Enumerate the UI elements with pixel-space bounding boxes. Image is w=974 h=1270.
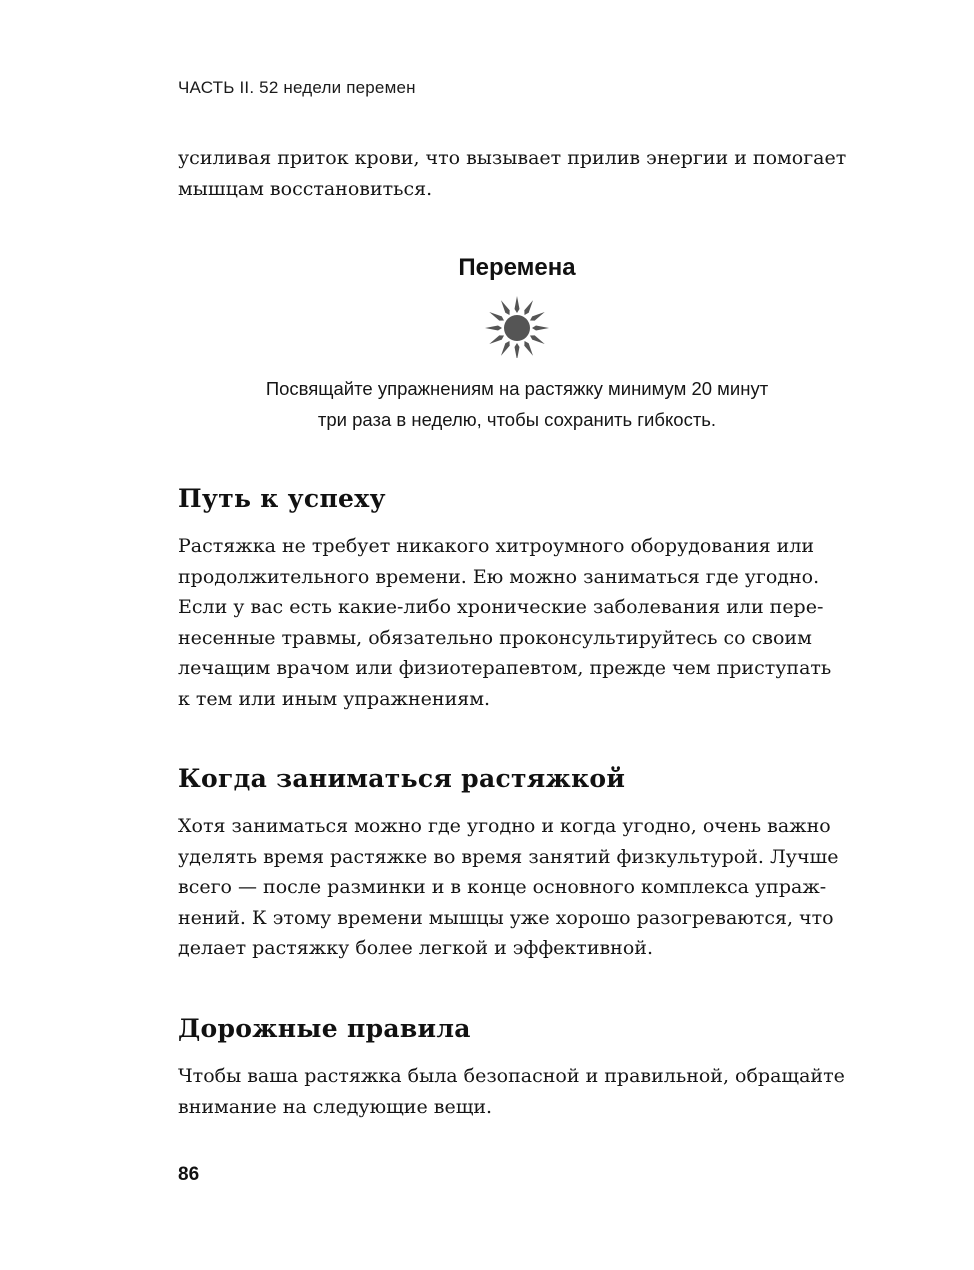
intro-line: усиливая приток крови, что вызывает прилив энергии и помогает: [178, 147, 847, 169]
intro-line: мышцам восстановиться.: [178, 177, 433, 200]
intro-paragraph: [178, 143, 868, 204]
paragraph-line: всего — после разминки и в конце основного комплекса упраж-: [178, 876, 827, 898]
paragraph-line: внимание на следующие вещи.: [178, 1095, 493, 1118]
change-line: три раза в неделю, чтобы сохранить гибкость.: [317, 409, 717, 430]
paragraph-line: нений. К этому времени мышцы уже хорошо разогреваются, что: [178, 906, 834, 929]
paragraph-line: делает растяжку более легкой и эффективной.: [178, 937, 653, 959]
running-header: ЧАСТЬ II. 52 недели перемен: [178, 78, 416, 97]
paragraph-line: Растяжка не требует никакого хитроумного оборудования или: [178, 535, 815, 557]
change-box-text: [0, 373, 974, 435]
paragraph-line: к тем или иным упражнениям.: [178, 687, 491, 710]
paragraph-line: Если у вас есть какие-либо хронические заболевания или пере-: [178, 596, 824, 618]
page-number: 86: [178, 1164, 200, 1185]
section-heading-road-rules: Дорожные правила: [178, 1014, 471, 1043]
paragraph-line: несенные травмы, обязательно проконсультируйтесь со своим: [178, 626, 812, 649]
paragraph-line: Чтобы ваша растяжка была безопасной и правильной, обращайте: [178, 1065, 845, 1087]
section-paragraph: [178, 1061, 868, 1122]
paragraph-line: лечащим врачом или физиотерапевтом, прежде чем приступать: [178, 657, 832, 679]
paragraph-line: продолжительного времени. Ею можно заниматься где угодно.: [178, 565, 820, 588]
change-line: Посвящайте упражнениям на растяжку минимум 20 минут: [265, 378, 769, 399]
section-heading-path-to-success: Путь к успеху: [178, 484, 386, 513]
change-box-title: Перемена: [458, 254, 576, 281]
section-paragraph: [178, 811, 868, 964]
section-paragraph: [178, 531, 868, 714]
paragraph-line: уделять время растяжке во время занятий физкультурой. Лучше: [178, 845, 839, 868]
section-heading-when-to-stretch: Когда заниматься растяжкой: [178, 764, 626, 793]
paragraph-line: Хотя заниматься можно где угодно и когда угодно, очень важно: [178, 815, 831, 837]
sun-icon: [484, 292, 550, 358]
